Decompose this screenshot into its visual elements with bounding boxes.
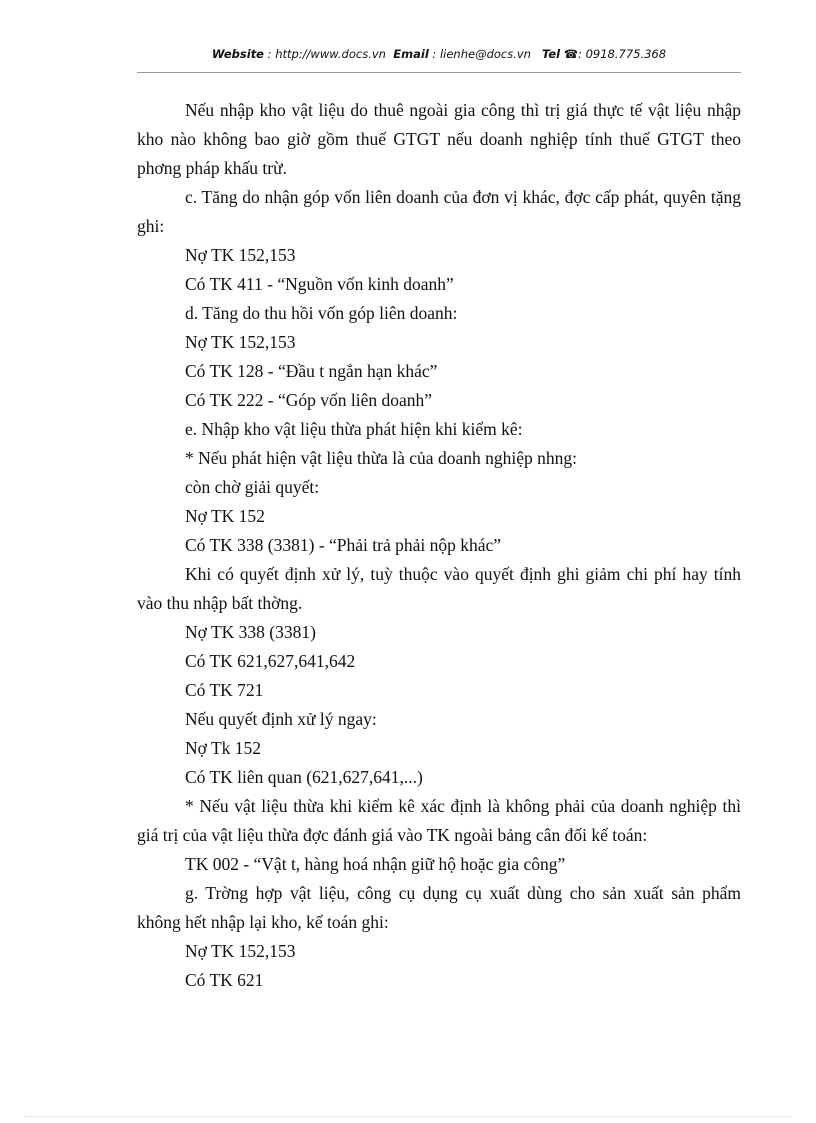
phone-icon: ☎ bbox=[563, 47, 579, 61]
entry-line: Có TK 621,627,641,642 bbox=[185, 651, 356, 671]
email-separator: : bbox=[428, 47, 440, 61]
paragraph: g. Trờng hợp vật liệu, công cụ dụng cụ xuất dùng cho sản xuất sản phẩm không hết nhập lại kho, kế toán ghi: bbox=[137, 883, 741, 932]
tel-number: 0918.775.368 bbox=[585, 47, 667, 61]
entry-line: Có TK 338 (3381) - “Phải trả phải nộp khác” bbox=[185, 535, 502, 555]
paragraph: c. Tăng do nhận góp vốn liên doanh của đơn vị khác, đợc cấp phát, quyên tặng ghi: bbox=[137, 187, 741, 236]
header-divider bbox=[137, 72, 741, 73]
page-header bbox=[137, 47, 741, 61]
entry-line: e. Nhập kho vật liệu thừa phát hiện khi kiểm kê: bbox=[185, 419, 523, 439]
entry-line: Nợ TK 338 (3381) bbox=[185, 622, 316, 642]
website-separator: : bbox=[264, 47, 276, 61]
email-label: Email bbox=[393, 47, 429, 61]
entry-line: Nợ TK 152,153 bbox=[185, 332, 296, 352]
entry-line: Nợ TK 152,153 bbox=[185, 245, 296, 265]
entry-line: Có TK 621 bbox=[185, 970, 264, 990]
website-url[interactable]: http://www.docs.vn bbox=[275, 47, 386, 61]
tel-separator: : bbox=[578, 47, 586, 61]
paragraph: Nếu nhập kho vật liệu do thuê ngoài gia công thì trị giá thực tế vật liệu nhập kho nào không bao giờ gồm thuế GTGT nếu doanh nghiệp tính thuế GTGT theo phơng pháp khấu trừ. bbox=[137, 100, 741, 178]
footer-divider bbox=[24, 1116, 792, 1117]
entry-line: Nợ TK 152 bbox=[185, 506, 265, 526]
entry-line: d. Tăng do thu hồi vốn góp liên doanh: bbox=[185, 303, 458, 323]
website-label: Website bbox=[211, 47, 264, 61]
tel-label: Tel bbox=[541, 47, 561, 61]
entry-line: Nợ TK 152,153 bbox=[185, 941, 296, 961]
entry-line: TK 002 - “Vật t, hàng hoá nhận giữ hộ hoặc gia công” bbox=[185, 854, 566, 874]
entry-line: Có TK 222 - “Góp vốn liên doanh” bbox=[185, 390, 433, 410]
entry-line: Có TK 128 - “Đầu t ngắn hạn khác” bbox=[185, 361, 438, 381]
entry-line: * Nếu phát hiện vật liệu thừa là của doanh nghiệp nhng: bbox=[185, 448, 577, 468]
paragraph: Khi có quyết định xử lý, tuỳ thuộc vào quyết định ghi giảm chi phí hay tính vào thu nhập bất thờng. bbox=[137, 564, 741, 613]
entry-line: Có TK liên quan (621,627,641,...) bbox=[185, 767, 423, 787]
document-body bbox=[137, 96, 741, 995]
entry-line: Có TK 411 - “Nguồn vốn kinh doanh” bbox=[185, 274, 454, 294]
email-address[interactable]: lienhe@docs.vn bbox=[439, 47, 531, 61]
entry-line: còn chờ giải quyết: bbox=[185, 477, 320, 497]
entry-line: Nếu quyết định xử lý ngay: bbox=[185, 709, 377, 729]
entry-line: Nợ Tk 152 bbox=[185, 738, 262, 758]
entry-line: Có TK 721 bbox=[185, 680, 264, 700]
paragraph: * Nếu vật liệu thừa khi kiểm kê xác định là không phải của doanh nghiệp thì giá trị của vật liệu thừa đợc đánh giá vào TK ngoài bảng cân đối kế toán: bbox=[137, 796, 741, 845]
